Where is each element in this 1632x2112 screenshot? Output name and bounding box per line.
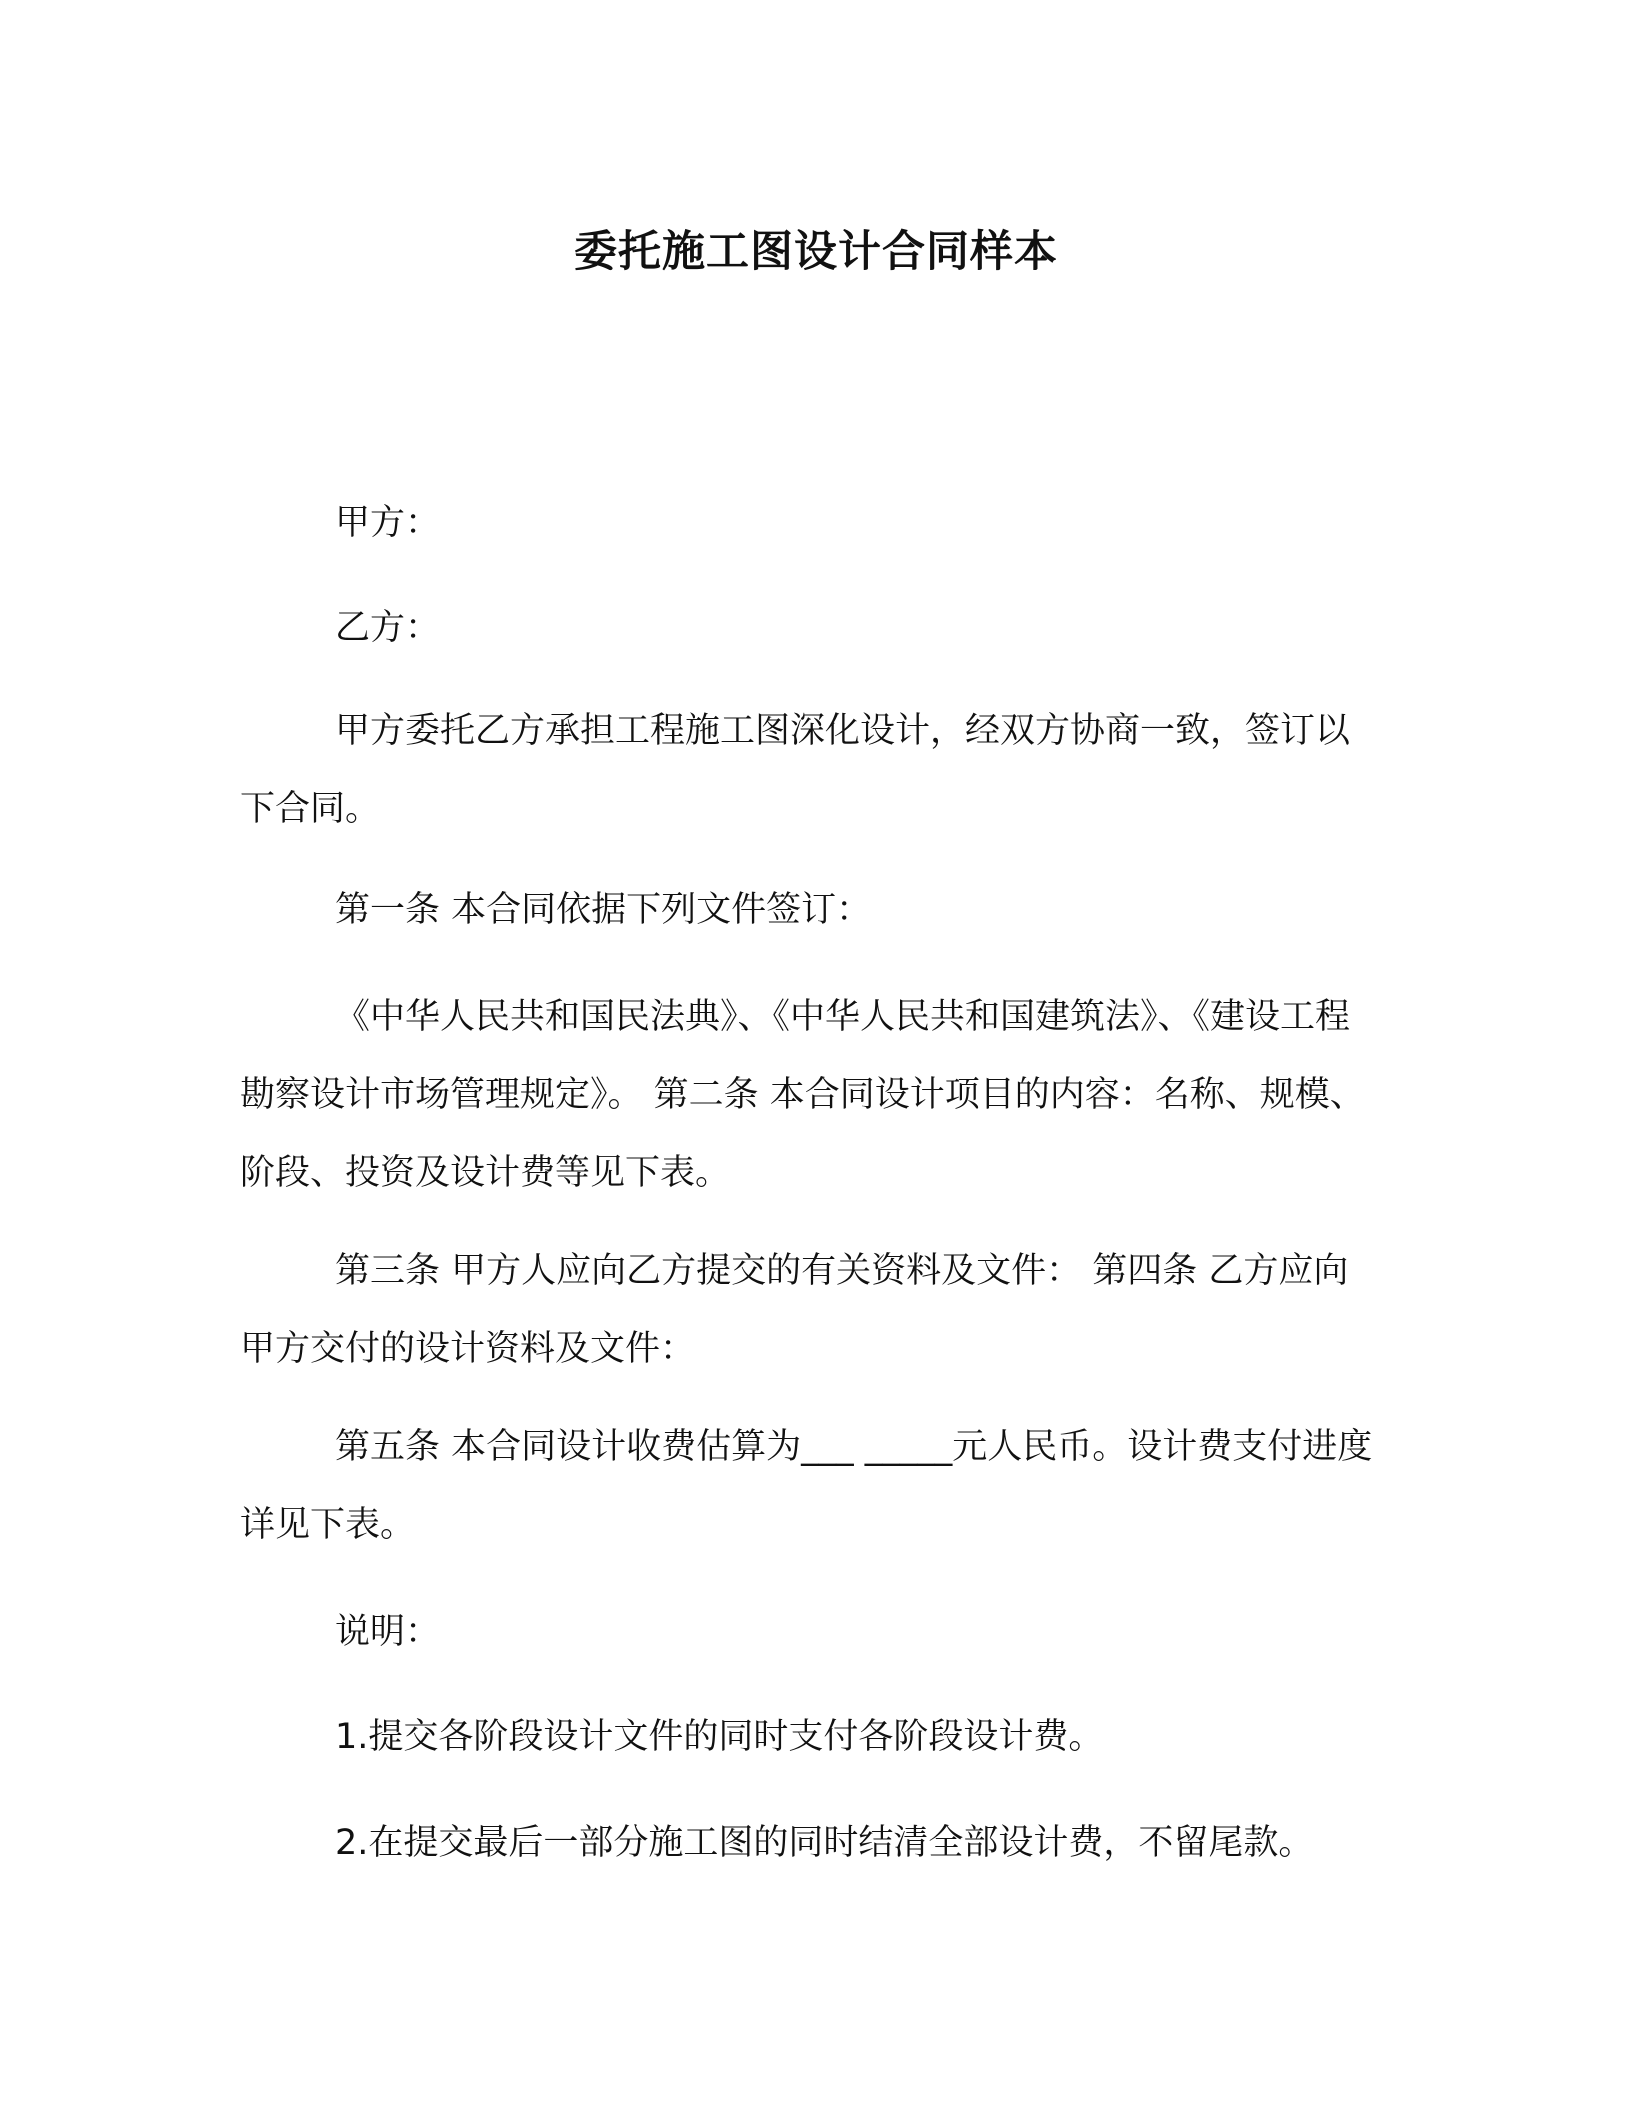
party-a-line: 甲方：: [335, 503, 441, 543]
intro-paragraph: 甲方委托乙方承担工程施工图深化设计，经双方协商一致，签订以下合同。: [240, 711, 1351, 829]
note-item-1: 1.提交各阶段设计文件的同时支付各阶段设计费。: [335, 1717, 1104, 1757]
article-1-paragraph: 第一条 本合同依据下列文件签订：: [335, 890, 872, 930]
document-title: 委托施工图设计合同样本: [574, 227, 1058, 277]
party-b-line: 乙方：: [335, 608, 441, 648]
article-3-4-paragraph: 第三条 甲方人应向乙方提交的有关资料及文件： 第四条 乙方应向甲方交付的设计资料及文件：: [240, 1251, 1349, 1369]
article-5-paragraph: 第五条 本合同设计收费估算为___ _____元人民币。设计费支付进度详见下表。: [240, 1427, 1373, 1545]
notes-heading: 说明：: [335, 1612, 441, 1652]
note-item-2: 2.在提交最后一部分施工图的同时结清全部设计费，不留尾款。: [335, 1823, 1314, 1863]
legal-basis-paragraph: 《中华人民共和国民法典》、《中华人民共和国建筑法》、《建设工程勘察设计市场管理规定》。 第二条 本合同设计项目的内容：名称、规模、阶段、投资及设计费等见下表。: [240, 997, 1365, 1193]
